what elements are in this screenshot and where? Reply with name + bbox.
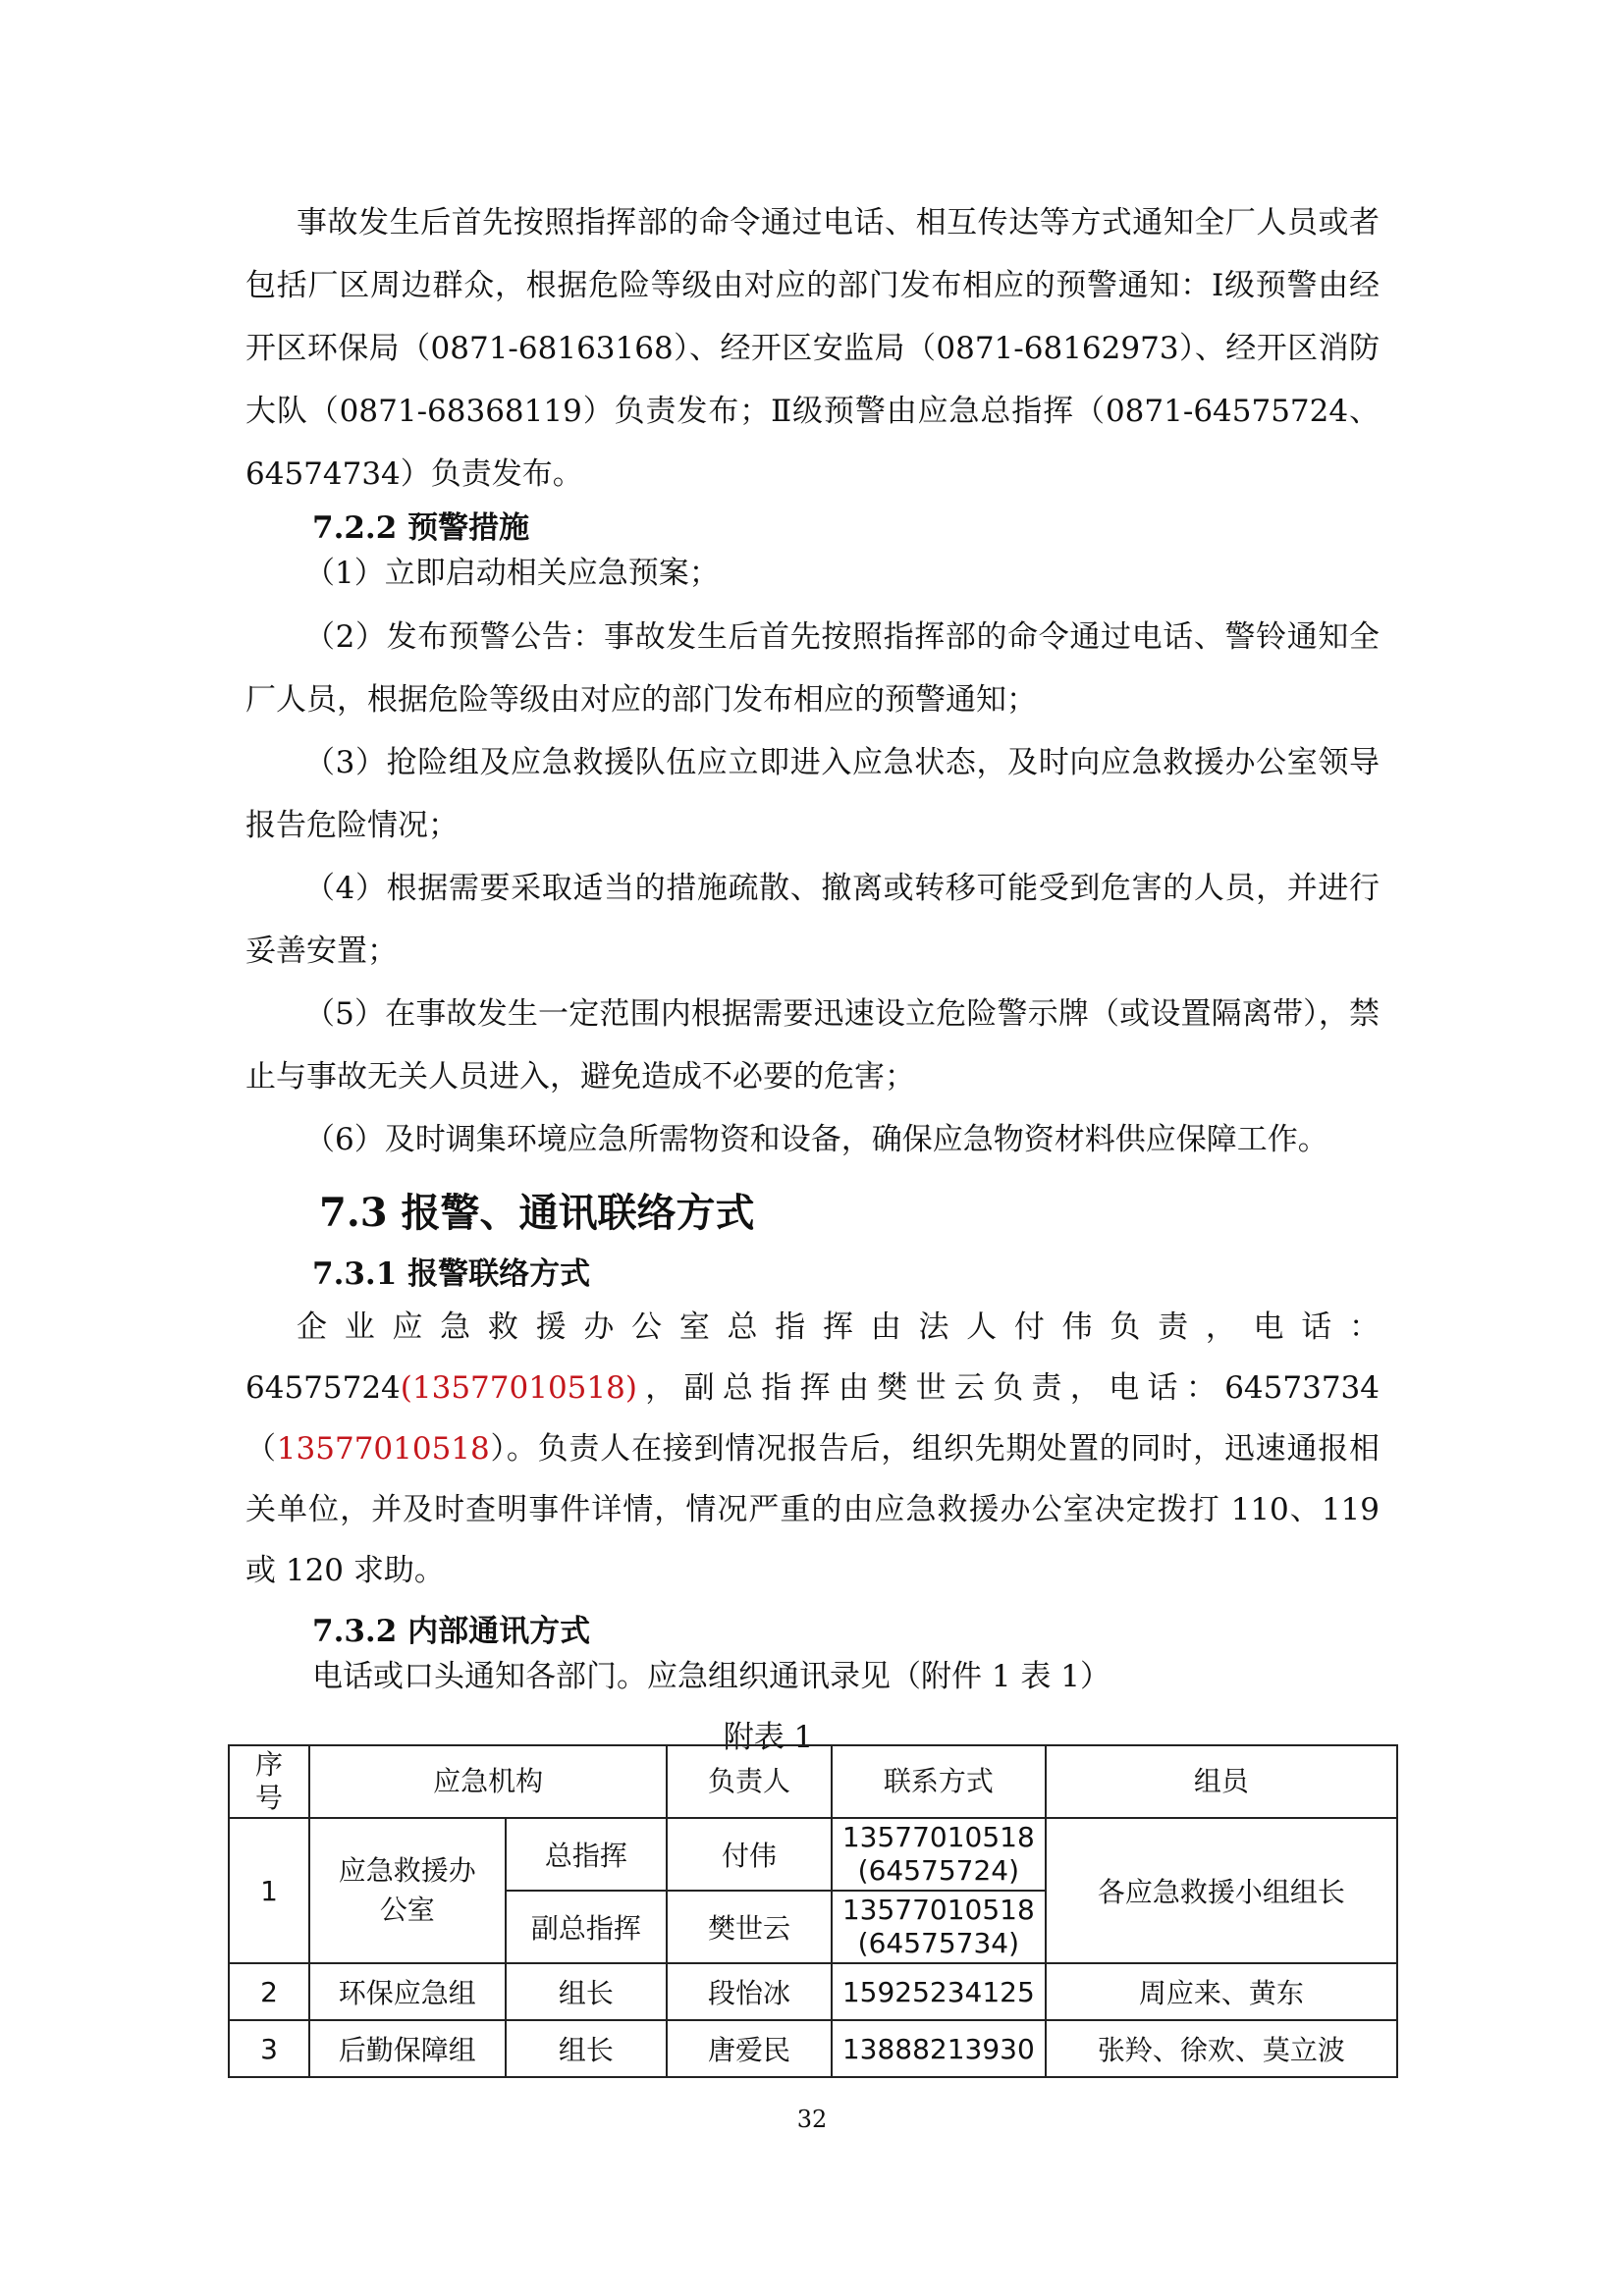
cell-no: 2 <box>229 1963 309 2020</box>
cell-contact <box>832 1818 1046 1891</box>
cell-role: 副总指挥 <box>506 1891 668 1963</box>
cell-org: 应急救援办公室 <box>309 1818 506 1963</box>
cell-org: 环保应急组 <box>309 1963 506 2020</box>
highlighted-phone: 13577010518 <box>276 1431 490 1467</box>
heading-7-3: 7.3 报警、通讯联络方式 <box>319 1190 755 1236</box>
cell-no: 3 <box>229 2020 309 2077</box>
contact-tel: (64575734) <box>857 1927 1020 1959</box>
header-org: 应急机构 <box>309 1745 667 1818</box>
cell-contact <box>832 1891 1046 1963</box>
alarm-contact-paragraph <box>245 1297 1380 1601</box>
heading-7-3-1: 7.3.1 报警联络方式 <box>312 1256 591 1292</box>
cell-role: 总指挥 <box>506 1818 668 1891</box>
table-row <box>229 1963 1397 2020</box>
page-number: 32 <box>796 2106 828 2133</box>
header-lead: 负责人 <box>667 1745 832 1818</box>
list-item: （6）及时调集环境应急所需物资和设备，确保应急物资材料供应保障工作。 <box>304 1122 1328 1157</box>
cell-lead: 樊世云 <box>667 1891 832 1963</box>
header-members: 组员 <box>1046 1745 1397 1818</box>
heading-7-3-2: 7.3.2 内部通讯方式 <box>312 1614 591 1649</box>
header-contact: 联系方式 <box>832 1745 1046 1818</box>
highlighted-phone: (13577010518) <box>400 1370 637 1406</box>
alarm-text-3: ）。负责人在接到情况报告后，组织先期处置的同时，迅速通报相关单位，并及时查明事件详情，情况严重的由应急救援办公室决定拨打 110、119 或 120 求助。 <box>245 1431 1380 1588</box>
cell-no: 1 <box>229 1818 309 1963</box>
cell-members: 各应急救援小组组长 <box>1046 1818 1397 1963</box>
list-item: （1）立即启动相关应急预案； <box>304 556 720 591</box>
header-no: 序号 <box>229 1745 309 1818</box>
intro-paragraph: 事故发生后首先按照指挥部的命令通过电话、相互传达等方式通知全厂人员或者包括厂区周边群众，根据危险等级由对应的部门发布相应的预警通知：Ⅰ级预警由经开区环保局（0871-68163168）、经开区安监局（0871-68162973）、经开区消防大队（0871-68368119）负责发布；Ⅱ级预警由应急总指挥（0871-64575724、64574734）负责发布。 <box>245 205 1380 492</box>
contact-tel: (64575724) <box>857 1854 1020 1887</box>
cell-role: 组长 <box>506 1963 668 2020</box>
list-item: （4）根据需要采取适当的措施疏散、撤离或转移可能受到危害的人员，并进行妥善安置； <box>245 871 1380 969</box>
list-item: （5）在事故发生一定范围内根据需要迅速设立危险警示牌（或设置隔离带），禁止与事故无关人员进入，避免造成不必要的危害； <box>245 996 1380 1095</box>
page-content <box>245 191 1380 1774</box>
cell-contact: 15925234125 <box>832 1963 1046 2020</box>
cell-lead: 唐爱民 <box>667 2020 832 2077</box>
list-item: （3）抢险组及应急救援队伍应立即进入应急状态，及时向应急救援办公室领导报告危险情况； <box>245 745 1380 843</box>
cell-lead: 付伟 <box>667 1818 832 1891</box>
cell-role: 组长 <box>506 2020 668 2077</box>
cell-contact: 13888213930 <box>832 2020 1046 2077</box>
contact-mobile: 13577010518 <box>841 1821 1035 1853</box>
heading-7-2-2: 7.2.2 预警措施 <box>312 510 530 546</box>
contact-table <box>228 1744 1398 2078</box>
list-item: （2）发布预警公告：事故发生后首先按照指挥部的命令通过电话、警铃通知全厂人员，根据危险等级由对应的部门发布相应的预警通知； <box>245 619 1380 718</box>
cell-org: 后勤保障组 <box>309 2020 506 2077</box>
cell-lead: 段怡冰 <box>667 1963 832 2020</box>
table-row <box>229 1818 1397 1891</box>
table-caption: 附表 1 <box>723 1720 814 1755</box>
cell-members: 周应来、黄东 <box>1046 1963 1397 2020</box>
contact-mobile: 13577010518 <box>841 1894 1035 1926</box>
table-row <box>229 2020 1397 2077</box>
alarm-text-1: 企业应急救援办公室总指挥由法人付伟负责，电话：64575724 <box>245 1309 1380 1406</box>
alarm-text-2: ，副总指挥由樊世云负责，电话：64573734（ <box>245 1370 1380 1467</box>
internal-comm-paragraph: 电话或口头通知各部门。应急组织通讯录见（附件 1 表 1） <box>312 1659 1111 1694</box>
cell-members: 张羚、徐欢、莫立波 <box>1046 2020 1397 2077</box>
